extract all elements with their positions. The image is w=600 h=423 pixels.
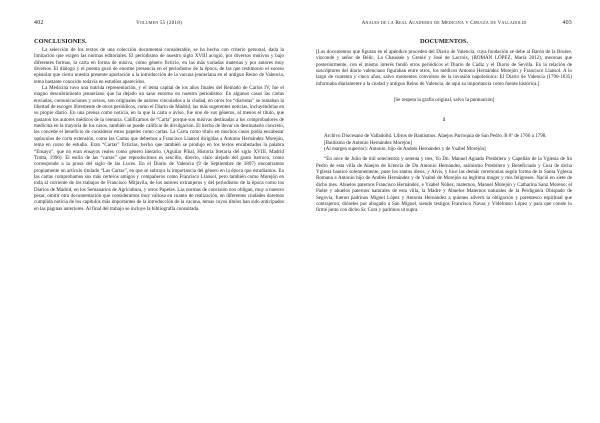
document-margin-note: (Al margen superior): Antonio, hijo de Andrés Hernández y de Ysabel Morejón] (324, 146, 486, 153)
right-running-title: Anales de la Real Academia de Medicina y Cirugía de Valladolid (361, 20, 527, 26)
right-running-head (316, 20, 572, 26)
document-transcription: “En once de Julio de mil setecientos y setenta y tres, Yo Dn. Manuel Aguado Presbítero y Capellán de la Yglesia de Sn Pedro de esta villa de Alaejos de licencia de Dn Antonio Hernández, asimismo Presbítero y Beneficiado y Cura de dicha Yglesia bauticé solemnemente, puse los santos óleos, y Alvis, y hice las demás ceremonias según forma de la Santa Yglesia Romana a Antonio hijo de Andrés Hernández y de Ysabel de Morejón su legítima muger y mis feligreses. Nació en siete de dicho mes. Abuelos paternos Francisco Hernández, e Ysabel Núñez, maternos, Manuel Morejón y Catharina Sanz Moreno; el Padre y abuelos paternos naturales de esta villa, la Madre y Abuelos Maternos naturales de la Perdiguera Obispado de Segovia, fueron padrinos Miguel López y Antonia Hernández a quienes advertí la obligación y parentesco espiritual que contrajeron, dióseles por abogado a San Miguel, siendo testigos Francisco Navas y Yldefonso López y para que conste lo firmé junto con dicho Sr. Cura y padrinos ut supra. (316, 156, 572, 214)
left-running-head (34, 20, 284, 26)
orthography-note: [Se respeta la grafía original, salvo la puntuación] (393, 97, 495, 104)
document-heading: [Bautismo de Antonio Hernández Morejón] (324, 139, 413, 146)
document-number: 1 (442, 117, 446, 124)
documents-title: DOCUMENTOS. (420, 38, 468, 45)
left-page-number: 402 (34, 20, 44, 26)
conclusions-title: CONCLUSIONES. (34, 38, 87, 45)
right-page (300, 0, 600, 423)
conclusions-paragraph-1: La selección de los textos de una colección documental considerable, se ha hecho con criterio personal, dada la limitación que exigen las normas editoriales. El periodismo de nuestro siglo XVIII acogió, por diversos motivos y bajo diferentes formas, la carta en forma de misiva, como género ficticio, en las más variadas materias y por autores muy diversos. El diálogo y el poema gozó de enorme presencia en el periodismo de la época, de las que testimonio el suceso epistolar que cierra nuestra presente aportación a la introducción de la vacuna jenneriana en el antiguo Reino de Valencia, tema bastante conocido todavía en estudios aparecidos. (34, 47, 284, 85)
left-running-title: Volumen 55 (2018) (136, 20, 182, 26)
conclusions-paragraph-2: La Medicina tuvo una nutrida representación, y el tema capital de los años finales del Reinado de Carlos IV, fue el magno descubrimiento jenneriano que ha dejado un sano entorno en nuestro periodismo. En algunos casos las cartas enviadas, comunicaciones y avisos, son originales de autores vinculados a la ciudad, en otros los “diaristas” se tomaban la libertad de escoger libremente de otros periódicos, como el Diario de Madrid, las más sugerentes noticias, incluyéndolas en su propio diario. En una prensa como noticia, en la que la carta o aviso, fue uno de sus géneros, al menos el título, que gustaron los autores médicos de la centuria. Calificamos de “Carta” porque son misivas destinadas a los comprobadores de medicina en la mayoría de los casos, también se puede calificar de divulgación. El hecho de llevar un destinatario concreto, les concede el beneficio de considerar estos papeles como cartas. La Carta como título en muchos casos podía encabezar opúsculos de corta extensión, como las Cartas que debemos a Francisco Llansol dirigidas a Antonio Hernández Morejón, tema en curso de estudio. Eran “Cartas” ficticias, hecho que también se produjo en los textos encabezados la palabra “Ensayo”, que no eran ensayos reales como género literario. (Aguilar Piñal, Historia literaria del siglo XVIII, Madrid Trotta, 1996). El estilo de las “cartas” que reproducimos es sencillo, directo, claro alejado del gusto barroco, como corresponde a la prosa del siglo de las Luces. En el Diario de Valencia (9 de Septiembre de 1807) encontramos propiamente un artículo titulado “Las Cartas”, en que se subraya la importancia del género en la época que estudiamos. En las cartas comprobamos sus más certeros amigos y compañeros como Francisco Llansol, pero también como Morejón en toda al corriente de los trabajos de Francisco Mitjavila, de los autores extranjeros y del periodismo de la época como los Diarios de Madrid, en los Semanarios de Agricultura, y otros Papeles. Las normas de concisión nos obligan, muy a nuestro pesar, omitir otra documentación que consideramos muy valiosa en cuanto de realización, en diferentes ciudades daremos cumplida noticia de los capítulos más importantes de la introducción de la vacuna, temas cuyos títulos han sido anticipados en las páginas anteriores. Al final del trabajo se incluye la bibliografía consultada. (34, 85, 284, 212)
right-page-number: 403 (562, 20, 572, 26)
document-source: Archivo Diocesano de Valladolid. Libros de Bautismos. Alaejos Parroquia de San Pedro. B 8º de 1766 a 1798. (324, 133, 547, 140)
documents-intro-paragraph: [Los documentos que figuran en el apéndice proceden del Diario de Valencia, cuya fundación se debe al Barón de la Bruère, vizconde y señor de Bèlic, La Chaussée y Grenié y José de Lacroix, (ROMÁN LÓPEZ, María 2012), mecenas que posteriormente, con el mismo interés fundó otros periódicos el Diario de Cádiz y el Diario de Sevilla. En la relación de suscriptores del diario valenciano figuraban entre otros, los médicos Antonio Hernández Morejón y Francisco Llansol. A lo largo de cuarenta y cinco años, salvo momentos convulsos de la invasión napoleónica: El Diario de Valencia (1790-1835) informaba diariamente a la ciudad y antiguo Reino de Valencia, de aquí su importancia como fuente histórica.] (316, 49, 572, 87)
